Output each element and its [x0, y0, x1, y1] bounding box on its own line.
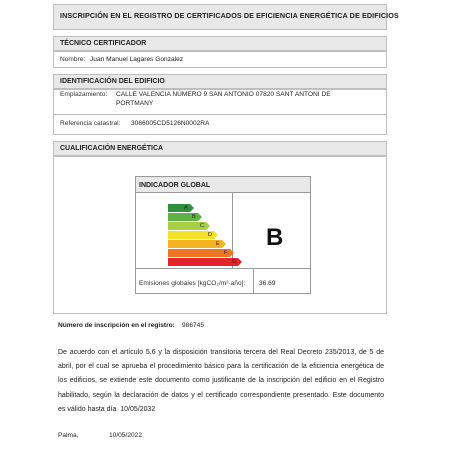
energy-bar-c-tip	[206, 222, 210, 230]
justificante-text	[58, 346, 384, 417]
energy-bar-f	[168, 249, 230, 257]
referencia-label: Referencia catastral:	[60, 120, 121, 127]
referencia-value: 3066005CD5126N0002RA	[131, 120, 210, 127]
energy-bar-e-tip	[222, 240, 226, 248]
registro-label: Número de inscripción en el registro:	[58, 322, 175, 329]
tecnico-heading: TÉCNICO CERTIFICADOR	[60, 40, 147, 47]
edificio-divider	[53, 114, 387, 115]
cualificacion-heading: CUALIFICACIÓN ENERGÉTICA	[60, 145, 164, 152]
emplazamiento-label: Emplazamiento:	[60, 91, 108, 98]
emisiones-value: 36.69	[259, 280, 276, 287]
energy-bar-e	[168, 240, 222, 248]
energy-bar-g-label: G	[232, 259, 237, 265]
emisiones-divider	[253, 268, 254, 294]
registro-value: 986745	[182, 322, 205, 329]
firma-lugar: Palma,	[58, 432, 79, 439]
energy-bar-b-tip	[198, 213, 202, 221]
justificante-body: De acuerdo con el artículo 5.6 y la disposición transitoria tercera del Real Decreto 235/2013, de 5 de abril, por el cual se aprueba el procedimiento básico para la certificación de la eficiencia energética de los edificios, se extiende este documento como justificante de la inscripción del edificio en el Registro habilitado, según la declaración de datos y el certificado correspondiente presentado. Este documento es válido hasta día	[58, 349, 384, 413]
valid-until-date: 10/05/2032	[120, 405, 156, 413]
edificio-heading: IDENTIFICACIÓN DEL EDIFICIO	[60, 78, 165, 85]
energy-bar-a-label: A	[184, 205, 188, 211]
energy-rating: B	[266, 224, 284, 251]
energy-bar-c-label: C	[200, 223, 204, 229]
energy-bar-f-tip	[230, 249, 234, 257]
energy-bar-a-tip	[190, 204, 194, 212]
nombre-label: Nombre:	[60, 56, 86, 63]
emplazamiento-value-line1: CALLE VALENCIA NÚMERO 9 SAN ANTONIO 07820 SANT ANTONI DE	[116, 91, 331, 98]
indicador-footer-divider	[135, 268, 311, 269]
energy-bar-f-label: F	[224, 250, 228, 256]
energy-bar-e-label: E	[216, 241, 220, 247]
energy-bar-d-label: D	[208, 232, 212, 238]
energy-bar-g-tip	[238, 258, 242, 266]
indicador-panel	[135, 176, 311, 294]
indicador-heading: INDICADOR GLOBAL	[139, 182, 211, 189]
firma-fecha: 10/05/2022	[109, 432, 143, 439]
energy-bar-b-label: B	[192, 214, 196, 220]
emisiones-label: Emisiones globales [kgCO₂/m²·año]:	[139, 280, 246, 287]
energy-bar-g	[168, 258, 238, 266]
energy-bar-d-tip	[214, 231, 218, 239]
document-title: INSCRIPCIÓN EN EL REGISTRO DE CERTIFICADOS DE EFICIENCIA ENERGÉTICA DE EDIFICIOS	[60, 11, 399, 20]
emplazamiento-value-line2: PORTMANY	[116, 100, 154, 107]
nombre-value: Juan Manuel Lagares Gonzalez	[90, 56, 184, 63]
